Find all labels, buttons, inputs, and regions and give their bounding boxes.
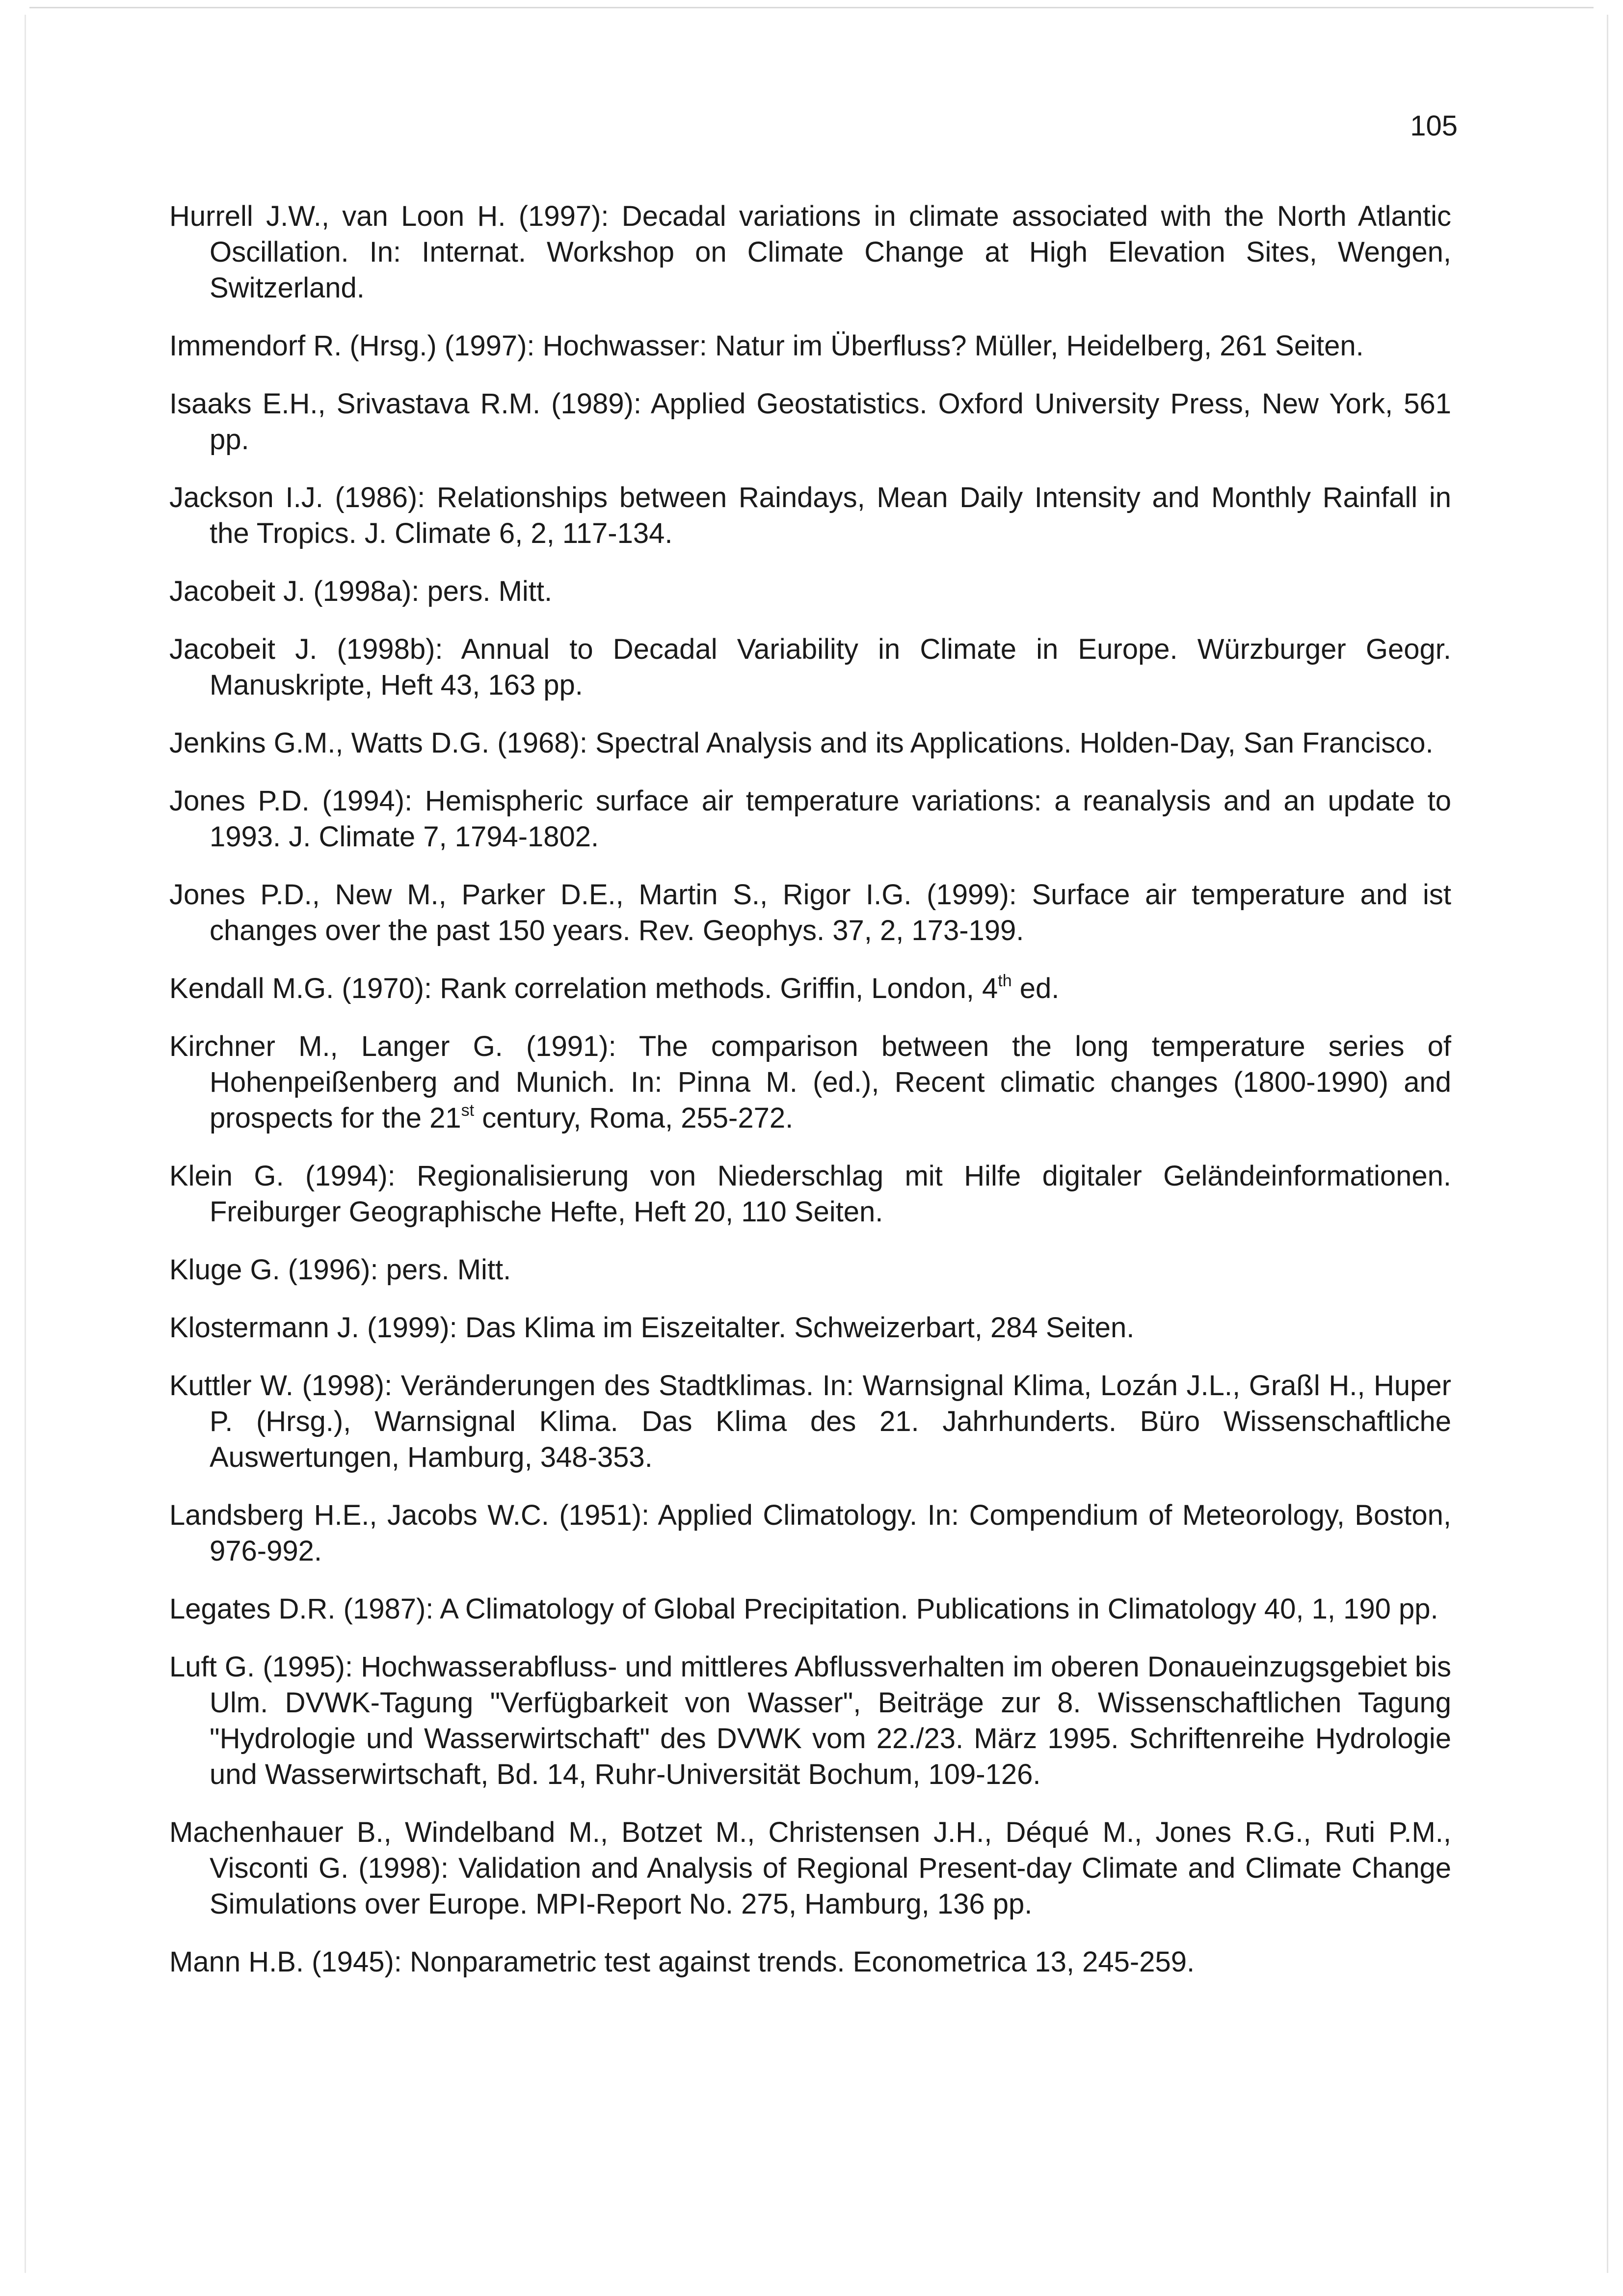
reference-entry [169,1591,1451,1627]
reference-entry [169,328,1451,364]
reference-text: Mann H.B. (1945): Nonparametric test against trends. Econometrica 13, 245-259. [169,1946,1195,1978]
ordinal-suffix: st [461,1101,475,1120]
reference-entry [169,631,1451,703]
reference-text: Kuttler W. (1998): Veränderungen des Stadtklimas. In: Warnsignal Klima, Lozán J.L., Graßl H., Huper P. (Hrsg.), Warnsignal Klima. Das Klima des 21. Jahrhunderts. Büro Wissenschaftliche Auswertungen, Hamburg, 348-353. [169,1370,1451,1473]
reference-text: Legates D.R. (1987): A Climatology of Global Precipitation. Publications in Climatology 40, 1, 190 pp. [169,1593,1438,1625]
scan-edge-top [29,7,1594,8]
reference-entry [169,480,1451,551]
reference-text: Kluge G. (1996): pers. Mitt. [169,1254,511,1286]
reference-entry [169,971,1451,1006]
reference-list [169,198,1451,2002]
reference-text: Machenhauer B., Windelband M., Botzet M., Christensen J.H., Déqué M., Jones R.G., Ruti P.M., Visconti G. (1998): Validation and Analysis of Regional Present-day Climate and Climate Change Simulations over Europe. MPI-Report No. 275, Hamburg, 136 pp. [169,1816,1451,1920]
reference-text-after: century, Roma, 255-272. [474,1102,794,1134]
reference-text: Immendorf R. (Hrsg.) (1997): Hochwasser: Natur im Überfluss? Müller, Heidelberg, 261 Seiten. [169,330,1364,362]
reference-text: Jones P.D. (1994): Hemispheric surface air temperature variations: a reanalysis and an update to 1993. J. Climate 7, 1794-1802. [169,785,1451,853]
reference-entry [169,1944,1451,1980]
reference-text-after: ed. [1011,972,1060,1004]
reference-text: Jacobeit J. (1998a): pers. Mitt. [169,575,553,607]
reference-entry [169,573,1451,609]
reference-entry [169,877,1451,948]
reference-text: Jenkins G.M., Watts D.G. (1968): Spectral Analysis and its Applications. Holden-Day, San Francisco. [169,727,1434,759]
reference-text: Kirchner M., Langer G. (1991): The comparison between the long temperature series of Hohenpeißenberg and Munich. In: Pinna M. (ed.), Recent climatic changes (1800-1990) and prospects for the 21 [169,1030,1451,1134]
reference-text: Luft G. (1995): Hochwasserabfluss- und mittleres Abflussverhalten im oberen Donaueinzugsgebiet bis Ulm. DVWK-Tagung "Verfügbarkeit von Wasser", Beiträge zur 8. Wissenschaftlichen Tagung "Hydrologie und Wasserwirtschaft" des DVWK vom 22./23. März 1995. Schriftenreihe Hydrologie und Wasserwirtschaft, Bd. 14, Ruhr-Universität Bochum, 109-126. [169,1651,1451,1790]
reference-entry [169,1252,1451,1288]
scan-edge-left [25,15,26,2273]
reference-entry [169,1028,1451,1136]
page-number: 105 [1410,110,1458,142]
reference-entry [169,783,1451,855]
reference-text: Landsberg H.E., Jacobs W.C. (1951): Applied Climatology. In: Compendium of Meteorology, Boston, 976-992. [169,1499,1451,1567]
reference-text: Hurrell J.W., van Loon H. (1997): Decadal variations in climate associated with the North Atlantic Oscillation. In: Internat. Workshop on Climate Change at High Elevation Sites, Wengen, Switzerland. [169,200,1451,304]
reference-text: Jacobeit J. (1998b): Annual to Decadal Variability in Climate in Europe. Würzburger Geogr. Manuskripte, Heft 43, 163 pp. [169,633,1451,701]
reference-text: Klostermann J. (1999): Das Klima im Eiszeitalter. Schweizerbart, 284 Seiten. [169,1312,1135,1344]
scan-edge-right [1607,15,1608,2273]
reference-text: Kendall M.G. (1970): Rank correlation methods. Griffin, London, 4 [169,972,998,1004]
reference-entry [169,725,1451,761]
reference-text: Isaaks E.H., Srivastava R.M. (1989): Applied Geostatistics. Oxford University Press, New York, 561 pp. [169,388,1451,456]
reference-entry [169,198,1451,306]
reference-entry [169,1814,1451,1922]
ordinal-suffix: th [998,972,1012,990]
reference-entry [169,386,1451,458]
reference-entry [169,1158,1451,1230]
reference-entry [169,1497,1451,1569]
reference-text: Jackson I.J. (1986): Relationships between Raindays, Mean Daily Intensity and Monthly Rainfall in the Tropics. J. Climate 6, 2, 117-134. [169,482,1451,549]
reference-text: Jones P.D., New M., Parker D.E., Martin S., Rigor I.G. (1999): Surface air temperature and ist changes over the past 150 years. Rev. Geophys. 37, 2, 173-199. [169,879,1451,946]
reference-text: Klein G. (1994): Regionalisierung von Niederschlag mit Hilfe digitaler Geländeinformationen. Freiburger Geographische Hefte, Heft 20, 110 Seiten. [169,1160,1451,1228]
reference-entry [169,1310,1451,1346]
reference-entry [169,1368,1451,1475]
reference-entry [169,1649,1451,1792]
